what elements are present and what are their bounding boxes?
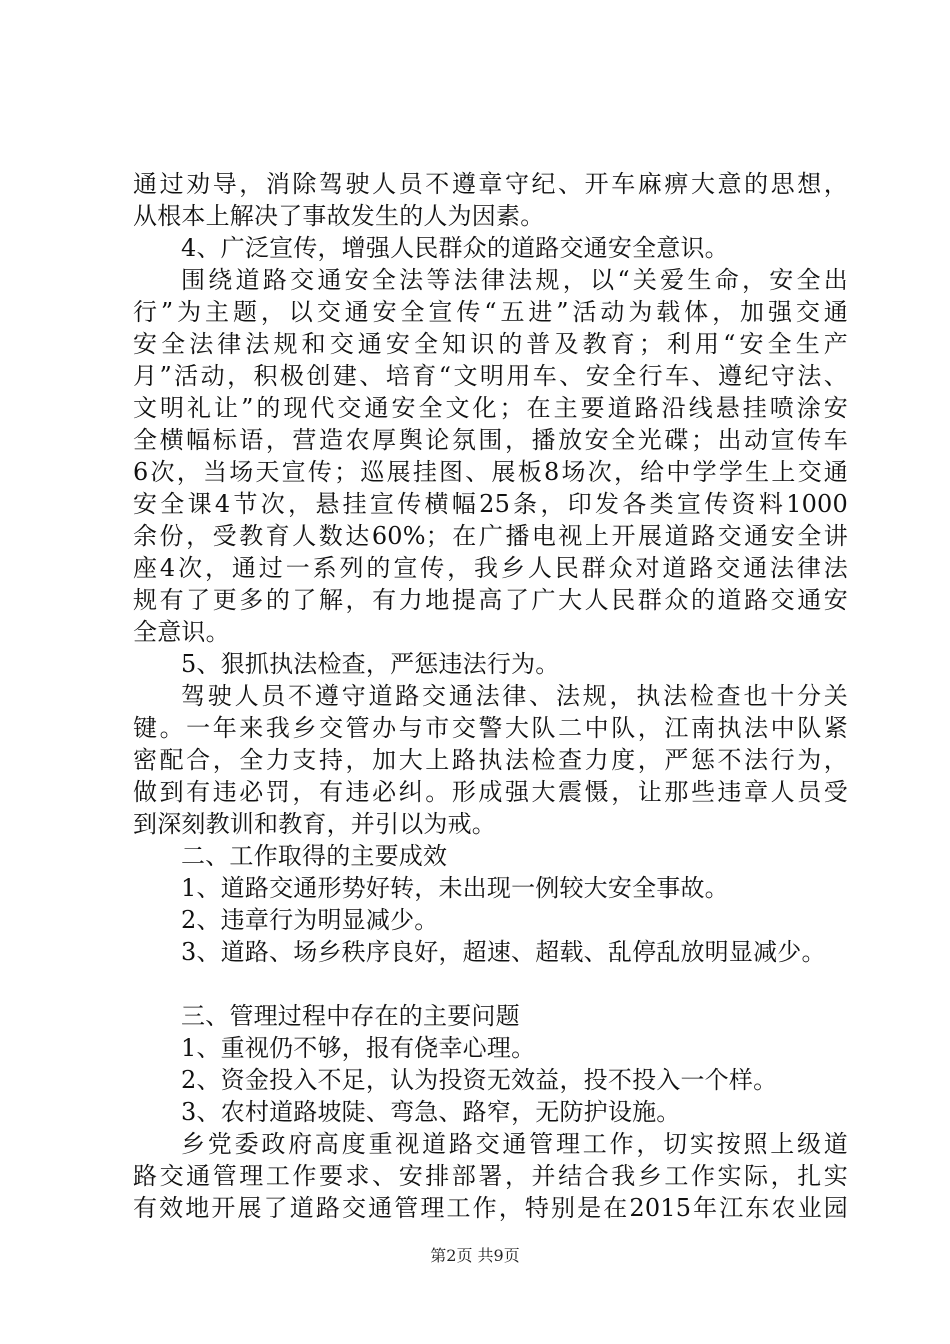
text-line: 从根本上解决了事故发生的人为因素。 [133, 202, 545, 230]
document-body [133, 168, 848, 1224]
text-line: 路交通管理工作要求、安排部署，并结合我乡工作实际，扎实 [133, 1162, 848, 1190]
text-line: 键。一年来我乡交管办与市交警大队二中队，江南执法中队紧 [133, 714, 848, 742]
list-item: 2、资金投入不足，认为投资无效益，投不投入一个样。 [181, 1066, 778, 1094]
text-line: 安全课4节次，悬挂宣传横幅25条，印发各类宣传资料1000 [133, 490, 848, 518]
text-line: 有效地开展了道路交通管理工作，特别是在2015年江东农业园 [133, 1194, 848, 1222]
text-line: 规有了更多的了解，有力地提高了广大人民群众的道路交通安 [133, 586, 848, 614]
section-heading: 三、管理过程中存在的主要问题 [181, 1002, 520, 1030]
list-item: 2、违章行为明显减少。 [181, 906, 439, 934]
text-line: 通过劝导，消除驾驶人员不遵章守纪、开车麻痹大意的思想， [133, 170, 848, 198]
list-item: 1、重视仍不够，报有侥幸心理。 [181, 1034, 536, 1062]
text-line: 座4次，通过一系列的宣传，我乡人民群众对道路交通法律法 [133, 554, 848, 582]
section-heading: 4、广泛宣传，增强人民群众的道路交通安全意识。 [181, 234, 729, 262]
text-line: 月”活动，积极创建、培育“文明用车、安全行车、遵纪守法、 [133, 362, 848, 390]
list-item: 1、道路交通形势好转，未出现一例较大安全事故。 [181, 874, 729, 902]
text-line: 做到有违必罚，有违必纠。形成强大震慑，让那些违章人员受 [133, 778, 848, 806]
text-line: 6次，当场天宣传；巡展挂图、展板8场次，给中学学生上交通 [133, 458, 848, 486]
section-heading: 二、工作取得的主要成效 [181, 842, 448, 870]
page-footer: 第2页 共9页 [430, 1246, 520, 1265]
text-line: 全意识。 [133, 618, 230, 646]
text-line: 行”为主题，以交通安全宣传“五进”活动为载体，加强交通 [133, 298, 848, 326]
text-line: 驾驶人员不遵守道路交通法律、法规，执法检查也十分关 [181, 682, 848, 710]
text-line: 余份，受教育人数达60%；在广播电视上开展道路交通安全讲 [133, 522, 848, 550]
blank-line [133, 968, 848, 1000]
list-item: 3、道路、场乡秩序良好，超速、超载、乱停乱放明显减少。 [181, 938, 826, 966]
text-line: 乡党委政府高度重视道路交通管理工作，切实按照上级道 [181, 1130, 848, 1158]
text-line: 密配合，全力支持，加大上路执法检查力度，严惩不法行为， [133, 746, 848, 774]
text-line: 全横幅标语，营造农厚舆论氛围，播放安全光碟；出动宣传车 [133, 426, 848, 454]
list-item: 3、农村道路坡陡、弯急、路窄，无防护设施。 [181, 1098, 681, 1126]
section-heading: 5、狠抓执法检查，严惩违法行为。 [181, 650, 560, 678]
text-line: 安全法律法规和交通安全知识的普及教育；利用“安全生产 [133, 330, 848, 358]
text-line: 到深刻教训和教育，并引以为戒。 [133, 810, 496, 838]
text-line: 围绕道路交通安全法等法律法规，以“关爱生命，安全出 [181, 266, 848, 294]
text-line: 文明礼让”的现代交通安全文化；在主要道路沿线悬挂喷涂安 [133, 394, 848, 422]
